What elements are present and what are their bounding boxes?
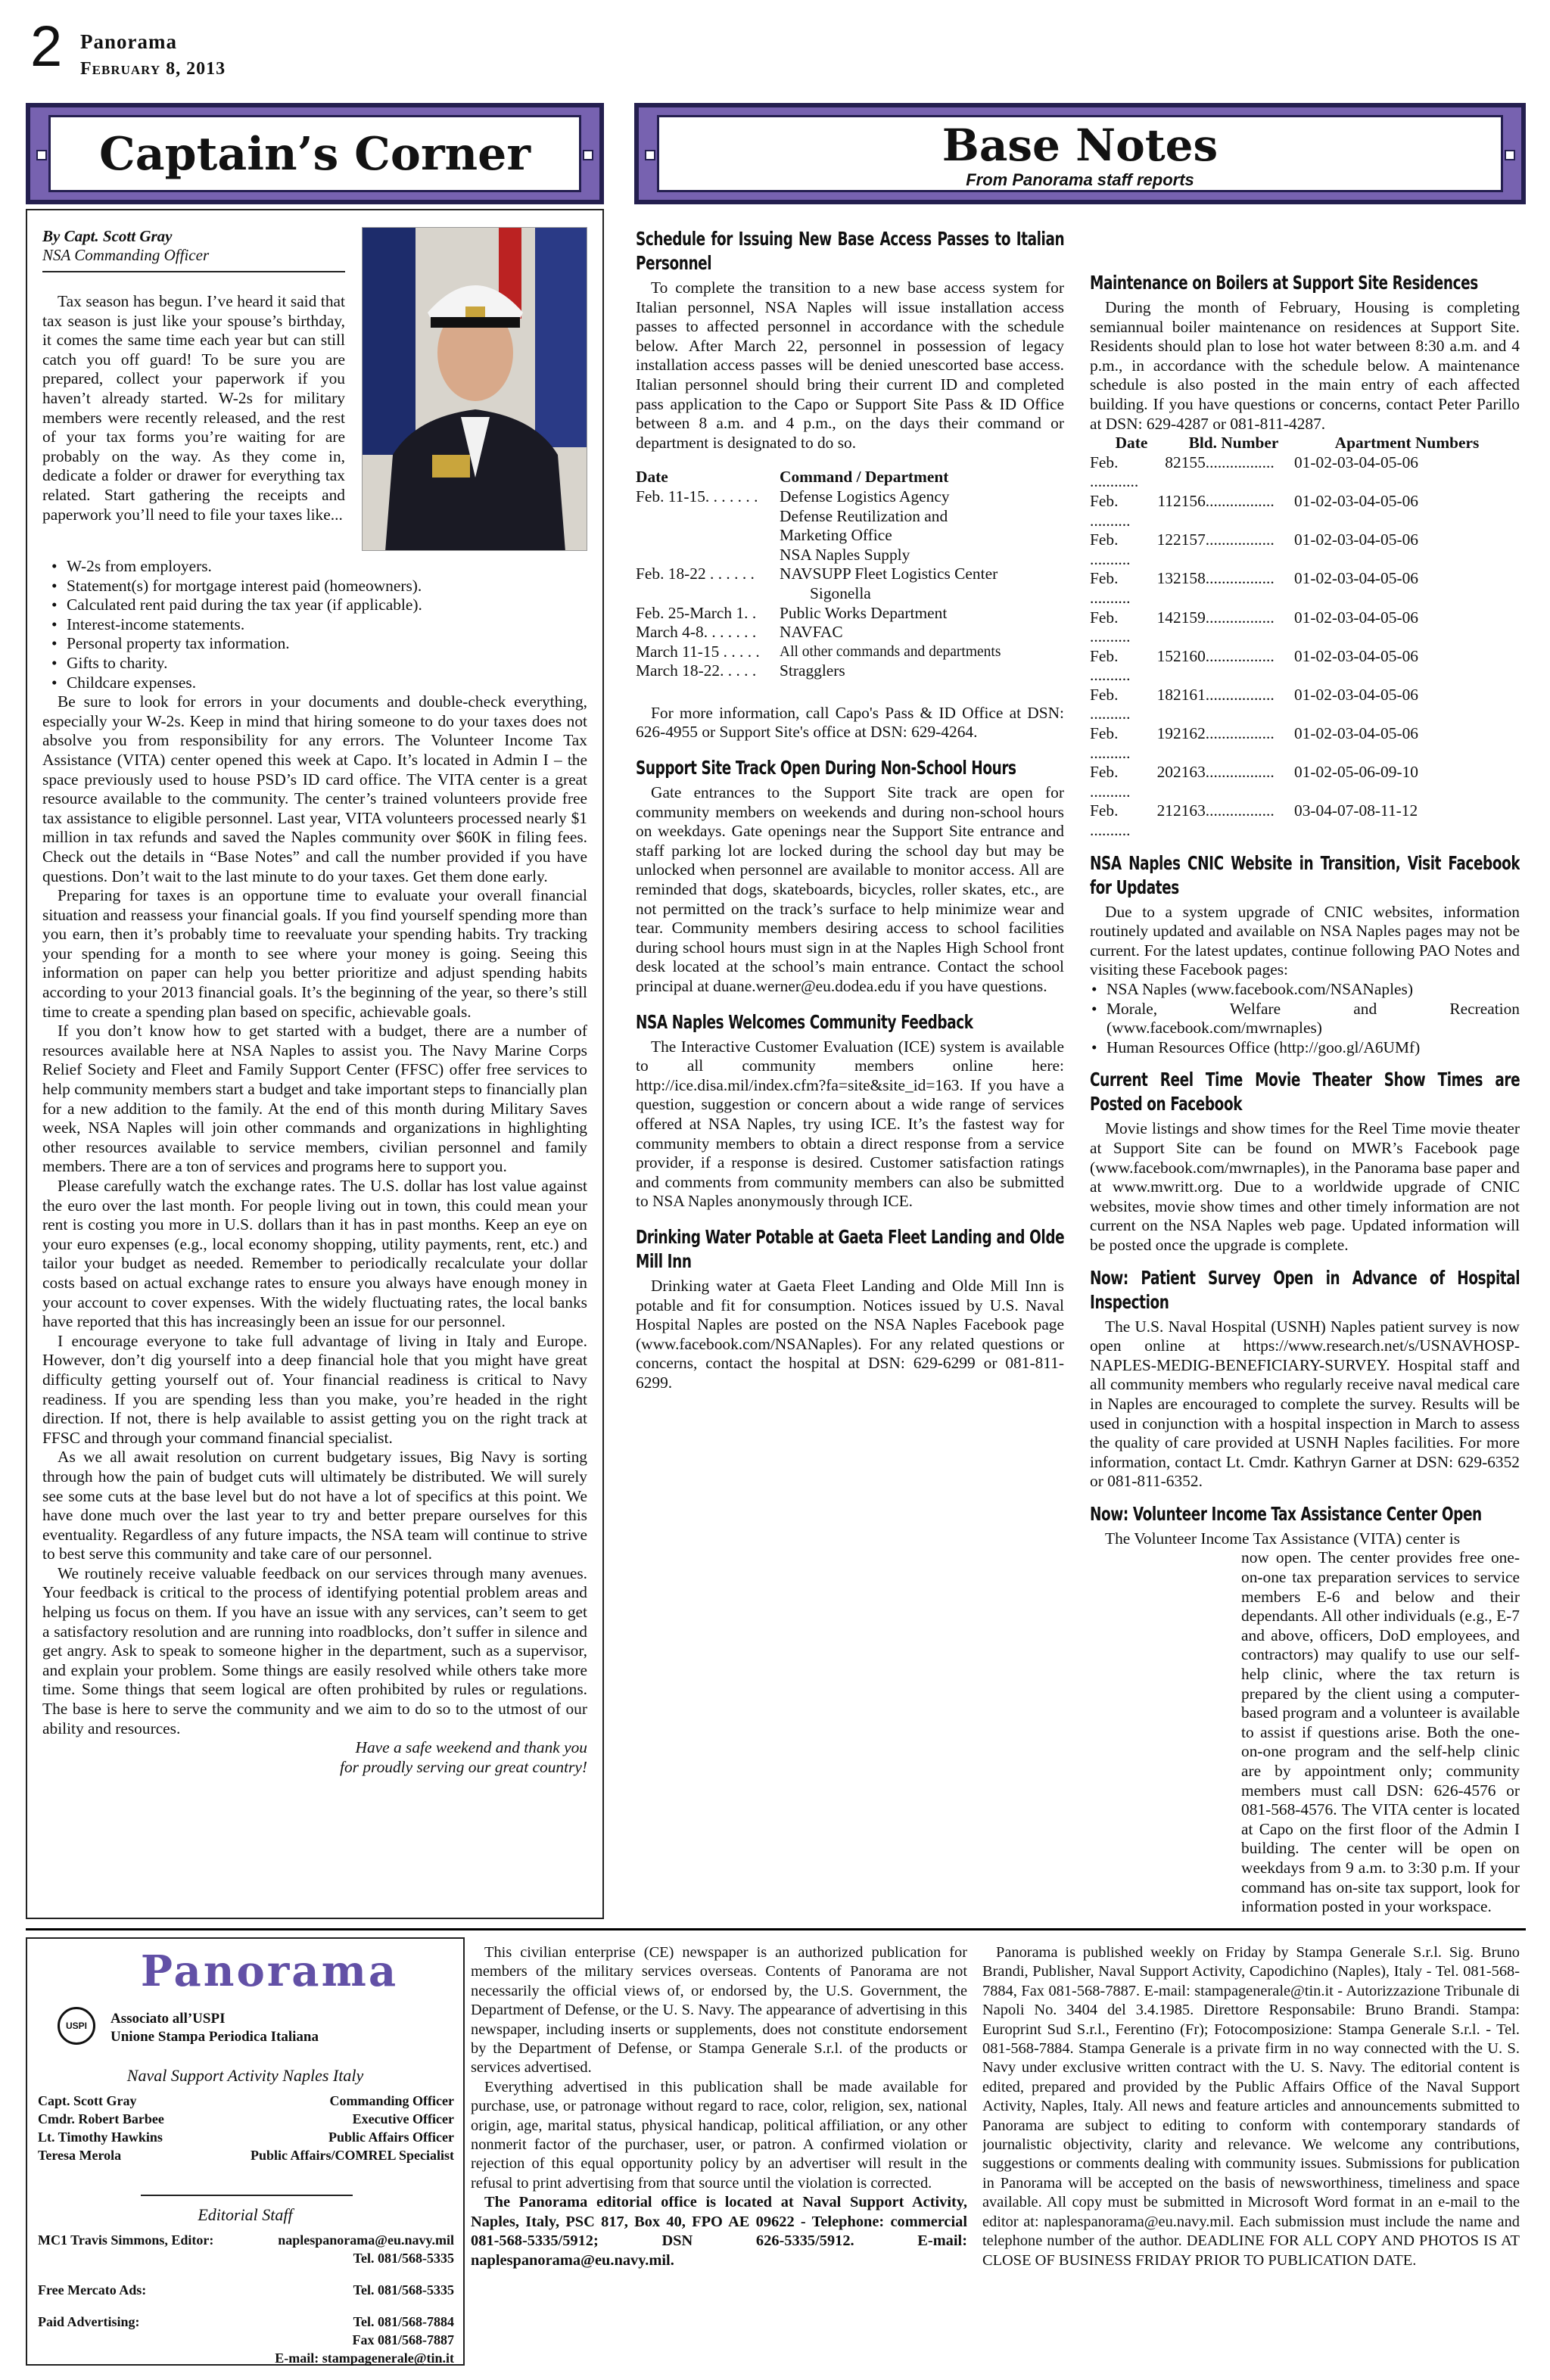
- list-item: • Human Resources Office (http://goo.gl/A6UMf): [1106, 1038, 1520, 1058]
- masthead-title: Panorama: [140, 1946, 399, 1996]
- table-row: Feb. 25-March 1. . Public Works Department: [636, 603, 948, 622]
- issue-date: February 8, 2013: [80, 59, 226, 79]
- headline-movies: Current Reel Time Movie Theater Show Times are Posted on Facebook: [1090, 1069, 1520, 1115]
- headline-cnic: NSA Naples CNIC Website in Transition, Visit Facebook for Updates: [1090, 851, 1520, 898]
- author-name: By Capt. Scott Gray: [42, 227, 173, 245]
- captains-corner-article: [42, 227, 587, 1907]
- table-row: Feb. 21 .......... 2163................. 03-04-07-08-11-12: [1090, 801, 1418, 840]
- paragraph: Movie listings and show times for the Reel Time movie theater at Support Site can be found on MWR’s Facebook page (www.facebook.com/mwrnaples), in the Panorama base paper and at www.mwritt.org. Due to a worldwide upgrade of CNIC websites, movie show times and other timely information are not current on the NSA Naples web page. Updated information will be posted once the upgrade is complete.: [1090, 1119, 1520, 1254]
- tax-document-list: [42, 557, 587, 692]
- water-continued-spacer: [1090, 227, 1520, 266]
- article-body: [42, 557, 587, 1777]
- paragraph: As we all await resolution on current budgetary issues, Big Navy is sorting through how the pain of budget cuts will ultimately be distributed. We will surely see some cuts at the base level but do not have a lot of specifics at this point. We have done much over the last year to try and better prepare ourselves for this eventuality. Regardless of any future impacts, the NSA team will continue to strive to best serve this community and take care of our personnel.: [42, 1448, 587, 1563]
- banner-rivet-icon: [645, 150, 655, 160]
- editorial-staff-heading: Editorial Staff: [198, 2205, 293, 2224]
- paragraph: Be sure to look for errors in your documents and double-check everything, especially your W-2s. Keep in mind that hiring someone to do your taxes does not absolve you from responsibility for any errors. The Volunteer Income Tax Assistance (VITA) center opened this week at Capo. It’s located in Admin I – the space previously used to house PSD’s ID card office. The VITA center is a great resource available to the community. The center’s trained volunteers provide free tax assistance to eligible personnel. Last year, VITA volunteers processed nearly $1 million in tax refunds and saved the Naples community over $60K in filing fees. Check out the details in “Base Notes” and call the number provided if you have questions. Don’t wait to the last minute to do your taxes. Get them done early.: [42, 692, 587, 885]
- author-title: NSA Commanding Officer: [42, 246, 210, 264]
- headline-access-passes: Schedule for Issuing New Base Access Passes to Italian Personnel: [636, 228, 1064, 274]
- table-row: Feb. 11 .......... 2156................. 01-02-03-04-05-06: [1090, 491, 1418, 530]
- byline-rule: [42, 271, 345, 272]
- table-row: March 18-22. . . . . Stragglers: [636, 661, 845, 680]
- list-item: • NSA Naples (www.facebook.com/NSANaples): [1106, 980, 1520, 1000]
- paragraph: Gate entrances to the Support Site track are open for community members on weekends and during non-school hours on weekdays. Gate openings near the Support Site entrance and staff parking lot are locked during the school day but may be unlocked when personnel are available to monitor access. All are reminded that dogs, skateboards, bicycles, roller skates, etc., are not permitted on the track’s surface to help minimize wear and tear. Community members desiring access to school facilities during school hours must sign in at the Naples High School front desk located at the school’s main entrance. Contact the school principal at duane.werner@eu.dodea.edu if you have questions.: [636, 783, 1064, 995]
- paragraph: Everything advertised in this publication shall be made available for purchase, use, or patronage without regard to race, color, religion, sex, national origin, age, marital status, physical handicap, political affiliation, or any other nonmerit factor of the purchaser, user, or patron. A confirmed violation or rejection of this equal opportunity policy by an advertiser will result in the refusal to print advertising from that source until the violation is corrected.: [471, 2078, 967, 2192]
- paragraph: Please carefully watch the exchange rates. The U.S. dollar has lost value against the euro over the last month. For people living out in town, this could mean your rent is costing you more in U.S. dollars than it has in past months. Keep an eye on your euro expenses (e.g., local economy shopping, utility payments, rent, etc.) and tailor your budget as needed. Remember to periodically recalculate your dollar costs based on actual exchange rates to ensure you always have enough money in your account to cover expenses. With the widely fluctuating rates, the local banks have reported that this has increasingly been an issue for our personnel.: [42, 1177, 587, 1331]
- paragraph: We routinely receive valuable feedback on our services through many avenues. Your feedback is critical to the process of identifying potential problem areas and helping us focus on them. If you have an issue with any services, can’t seem to get a satisfactory resolution and are running into roadblocks, don’t suffer in silence and get angry. Ask to speak to someone higher in the department, such as a supervisor, and explain your problem. Some things are easily resolved while others take more time. Some things that seem logical are often prohibited by rules or regulations. The base is here to serve the community and we aim to do so to the utmost of our ability and resources.: [42, 1563, 587, 1738]
- banner-rivet-icon: [583, 150, 593, 160]
- byline: [42, 227, 345, 272]
- page-number: 2: [30, 14, 63, 79]
- headline-track: Support Site Track Open During Non-School Hours: [636, 757, 1016, 779]
- sign-off: Have a safe weekend and thank you for proudly serving our great country!: [340, 1738, 587, 1776]
- paragraph: Due to a system upgrade of CNIC websites, information routinely updated and available on NSA Naples pages may not be current. For the latest updates, continue following PAO Notes and visiting these Facebook pages:: [1090, 902, 1520, 979]
- article-intro: Tax season has begun. I’ve heard it said that tax season is just like your spouse’s birthday, it comes the same time each year but can still catch you off guard! To be sure you are prepared, collect your paperwork if you haven’t already started. W-2s for military members were recently released, and the rest of your tax forms you’re waiting for are probably on the way. As they come in, dedicate a folder or drawer for everything tax related. Start gathering the receipts and paperwork you’ll need to file your taxes like...: [42, 292, 345, 524]
- list-item: • Gifts to charity.: [67, 654, 587, 674]
- list-item: • Statement(s) for mortgage interest paid (homeowners).: [67, 577, 587, 596]
- base-notes-banner: [634, 103, 1526, 204]
- captains-corner-banner: [26, 103, 604, 204]
- paragraph: Panorama is published weekly on Friday by Stampa Generale S.r.l. Sig. Bruno Brandi, Publisher, Naval Support Activity, Capodichino (Naples), Italy - Tel. 081-568-7884, Fax 081-568-7887. E-mail: stampagenerale@tin.it - Autorizzazione Tribunale di Napoli No. 3404 del 3.4.1985. Direttore Responsabile: Bruno Brandi. Stampa: Europrint Sud S.r.l., Ferentino (Fr); Fotocomposizione: Stampa Generale S.r.l. - Tel. 081-568-7884. Stampa Generale is a private firm in no way connected with the U. S. Navy under exclusive written contract with the U. S. Navy. The editorial content is edited, prepared and provided by the Public Affairs Office of the Naval Support Activity, Naples, Italy. All news and feature articles and announcements submitted to Panorama are subject to editing to conform with contemporary standards of journalistic objectivity, clarity and relevance. We welcome any contributions, suggestions or comments dealing with community issues. Submissions for publication in Panorama will be accepted on the basis of newsworthiness, timeliness and space available. All copy must be submitted in Microsoft Word format in an e-mail to the editor at: naplespanorama@eu.navy.mil. Each submission must include the name and telephone number of the author. DEADLINE FOR ALL COPY AND PHOTOS IS AT CLOSE OF BUSINESS FRIDAY PRIOR TO PUBLICATION DATE.: [982, 1944, 1520, 2269]
- association: Associato all’USPI Unione Stampa Periodica Italiana: [110, 2011, 319, 2045]
- uspi-logo-icon: USPI: [58, 2007, 95, 2045]
- facebook-pages-list: [1090, 980, 1520, 1057]
- list-item: Lt. Timothy Hawkins Public Affairs Officer: [38, 2130, 454, 2145]
- footer-publisher-info: [982, 1943, 1520, 2372]
- editorial-staff: MC1 Travis Simmons, Editor: naplespanorama@eu.navy.mil Tel. 081/568-5335 Free Mercato Ads: Tel. 081/568-5335 Paid Advertising: Tel. 081/568-7884 Fax 081/568-7887 E-mail: stampagenerale@tin.it: [38, 2232, 454, 2366]
- table-row: Feb. 13 .......... 2158................. 01-02-03-04-05-06: [1090, 569, 1418, 607]
- list-item: • Personal property tax information.: [67, 634, 587, 654]
- organization-name: Naval Support Activity Naples Italy: [126, 2066, 364, 2085]
- table-row: Feb. 18 .......... 2161................. 01-02-03-04-05-06: [1090, 685, 1418, 723]
- headline-feedback: NSA Naples Welcomes Community Feedback: [636, 1010, 973, 1033]
- banner-inner: [657, 115, 1503, 192]
- list-item: • W-2s from employers.: [67, 557, 587, 577]
- table-row: Feb. 11-15. . . . . . . Defense Logistics Agency Defense Reutilization and Marketing Office NSA Naples Supply: [636, 487, 950, 564]
- paragraph: The Panorama editorial office is located at Naval Support Activity, Naples, Italy, PSC 817, Box 40, FPO AE 09622 - Telephone: commercial 081-568-5335/5912; DSN 626-5335/5912. E-mail: naplespanorama@eu.navy.mil.: [471, 2194, 967, 2269]
- paragraph: Preparing for taxes is an opportune time to evaluate your overall financial situation and reassess your financial goals. If you find yourself spending more than you earn, then it’s probably time to reevaluate your spending habits. Try tracking your spending for a month to see where your money is going. Seeing this information on paper can help you better prioritize and adjust spending habits according to your 2013 financial goals. It’s the beginning of the year, so there’s still time to create a spending plan based on specific, achievable goals.: [42, 886, 587, 1021]
- boiler-schedule-table: Date Bld. Number Apartment Numbers Feb. 8 ............ 2155................. 01-02-03-04-05-06 Feb. 11 .......... 2156................. 01-02-03-04-05-06 Feb. 12 .......... 2157................. 01-02-03-04-05-06 Feb. 13 .......... 2158................. 01-02-03-04-05-06 Feb. 14 .......... 2159................. 01-02-03-04-05-06 Feb. 15 .......... 2160................. 01-02-03-04-05-06 Feb. 18 .......... 2161................. 01-02-03-04-05-06 Feb. 19 .......... 2162................. 01-02-03-04-05-06 Feb. 20 .......... 2163................. 01-02-05-06-09-10 Feb. 21 .......... 2163................. 03-04-07-08-11-12: [1090, 434, 1520, 840]
- banner-rivet-icon: [36, 150, 47, 160]
- list-item: Teresa Merola Public Affairs/COMREL Specialist: [38, 2148, 454, 2163]
- officer-list: [38, 2092, 454, 2164]
- paragraph: The Interactive Customer Evaluation (ICE) system is available to all community members online here: http://ice.disa.mil/index.cfm?fa=site&site_id=163. If you have a question, suggestion or concern about a wide range of services offered at NSA Naples, try using ICE. It’s the fastest way for community members to obtain a direct response from a service provider, if a response is desired. Customer satisfaction ratings and comments from community members can also be submitted to NSA Naples anonymously through ICE.: [636, 1037, 1064, 1211]
- headline-water: Drinking Water Potable at Gaeta Fleet Landing and Olde Mill Inn: [636, 1225, 1064, 1272]
- list-item: • Childcare expenses.: [67, 674, 587, 693]
- banner-rivet-icon: [1505, 150, 1515, 160]
- headline-survey: Now: Patient Survey Open in Advance of Hospital Inspection: [1090, 1266, 1520, 1313]
- banner-inner: [48, 115, 581, 192]
- masthead-box: [26, 1937, 465, 2366]
- paragraph: The Volunteer Income Tax Assistance (VITA) center is: [1105, 1529, 1461, 1548]
- table-row: March 4-8. . . . . . . NAVFAC: [636, 623, 843, 642]
- paragraph: If you don’t know how to get started with a budget, there are a number of resources available here at NSA Naples to assist you. The Navy Marine Corps Relief Society and Fleet and Family Support Center (FFSC) offer free services to help community members start a budget and take important steps to financially plan for a new addition to the family. At the end of this month during Military Saves week, NSA Naples will join other commands and organizations in highlighting other resources available to service members, civilian personnel and family members. There are a ton of services and programs here to support you.: [42, 1022, 587, 1176]
- footer-disclaimer: [471, 1943, 967, 2372]
- paragraph: During the month of February, Housing is completing semiannual boiler maintenance on residences at Support Site. Residents should plan to lose hot water between 8:30 a.m. and 4 p.m., in accordance with the schedule below. A maintenance schedule is also posted in the main entry of each affected building. If you have questions or concerns, contact Peter Parillo at DSN: 629-4287 or 081-811-4287.: [1090, 298, 1520, 433]
- captain-photo: [362, 227, 587, 551]
- paragraph: Drinking water at Gaeta Fleet Landing and Olde Mill Inn is potable and fit for consumption. Notices issued by U.S. Naval Hospital Naples are posted on the NSA Naples Facebook page (www.facebook.com/NSANaples). For any related questions or concerns, contact the hospital at DSN: 629-6299 or 081-811-6299.: [636, 1276, 1064, 1392]
- table-row: Feb. 8 ............ 2155................. 01-02-03-04-05-06: [1090, 453, 1418, 491]
- paragraph: To complete the transition to a new base access system for Italian personnel, NSA Naples will issue installation access passes to affected personnel in accordance with the schedule below. After March 22, personnel in possession of legacy installation access passes will be denied unescorted base access. Italian personnel should bring their current ID and completed pass application to the Capo or Support Site Pass & ID Office between 8 a.m. and 4 p.m., on the days their command or department is designated to do so.: [636, 278, 1064, 452]
- footer-rule: [26, 1928, 1526, 1930]
- headline-boilers: Maintenance on Boilers at Support Site Residences: [1090, 272, 1478, 294]
- section-title: Captain’s Corner: [99, 128, 531, 181]
- table-row: Feb. 15 .......... 2160................. 01-02-03-04-05-06: [1090, 646, 1418, 685]
- paragraph: For more information, call Capo's Pass & ID Office at DSN: 626-4955 or Support Site's office at DSN: 629-4264.: [636, 703, 1064, 742]
- headline-vita: Now: Volunteer Income Tax Assistance Center Open: [1090, 1502, 1482, 1525]
- list-item: • Calculated rent paid during the tax year (if applicable).: [67, 596, 587, 615]
- base-notes-column-2: [1090, 227, 1520, 1922]
- table-row: March 11-15 . . . . . All other commands and departments: [636, 642, 1001, 661]
- vita-body: now open. The center provides free one-on-one tax preparation services to service members E-6 and below and their dependants. All other individuals (e.g., E-7 and above, officers, DoD employees, and contractors) may qualify to use our self-help clinic, where the tax return is prepared by the client using a computer-based program and a volunteer is available to assist if questions arise. Both the one-on-one program and the self-help clinic are by appointment only; community members must call DSN: 626-4576 or 081-568-4576. The VITA center is located at Capo on the first floor of the Admin I building. The center will be open on weekdays from 9 a.m. to 3:30 p.m. If your command has on-site tax support, look for information posted in your workspace.: [1241, 1548, 1520, 1916]
- page-folio: [30, 11, 484, 79]
- table-row: Feb. 12 .......... 2157................. 01-02-03-04-05-06: [1090, 530, 1418, 568]
- table-row: Feb. 19 .......... 2162................. 01-02-03-04-05-06: [1090, 724, 1418, 762]
- paragraph: I encourage everyone to take full advantage of living in Italy and Europe. However, don’t dig yourself into a deep financial hole that you might have great difficulty getting yourself out of. Your financial readiness is critical to Navy readiness. If you are spending less than you make, you’re headed in the right direction. If not, there is help available to assist getting you on the right track at FFSC and through your command financial specialist.: [42, 1331, 587, 1447]
- paragraph: This civilian enterprise (CE) newspaper is an authorized publication for members of the military services overseas. Contents of Panorama are not necessarily the official views of, or endorsed by, the U.S. Government, the Department of Defense, or the U. S. Navy. The appearance of advertising in this newspaper, including inserts or supplements, does not constitute endorsement by the Department of Defense, or Stampa Generale S.r.l. of the products or services advertised.: [471, 1944, 967, 2077]
- paragraph: The U.S. Naval Hospital (USNH) Naples patient survey is now open online at https://www.research.net/s/USNAVHOSP-NAPLES-MEDIG-BENEFICIARY-SURVEY. Hospital staff and all community members who regularly receive naval medical care in Naples are encouraged to complete the survey. Results will be used in conjunction with a hospital inspection in March to assess the quality of care provided at USNH Naples facilities. For more information, contact Lt. Cmdr. Kathryn Garner at DSN: 629-6352 or 081-811-6352.: [1090, 1317, 1520, 1491]
- section-title: Base Notes: [942, 120, 1219, 171]
- publication-name: Panorama: [80, 30, 177, 53]
- section-subtitle: From Panorama staff reports: [966, 170, 1194, 189]
- list-item: Capt. Scott Gray Commanding Officer: [38, 2093, 454, 2108]
- portrait-image-icon: [363, 228, 587, 551]
- access-schedule-table: Date Command / Department Feb. 11-15. . . . . . . Defense Logistics Agency Defense Reutilization and Marketing Office NSA Naples Supply Feb. 18-22 . . . . . . NAVSUPP Fleet Logistics Center Sigonella Feb. 25-March 1. . Public Works Department March 4-8. . . . . . . NAVFAC March 11-15 . . . . . All other commands and departments March 18-22. . . . . Stragglers: [636, 468, 1064, 681]
- table-row: Feb. 18-22 . . . . . . NAVSUPP Fleet Logistics Center Sigonella: [636, 565, 998, 602]
- list-item: • Morale, Welfare and Recreation (www.facebook.com/mwrnaples): [1106, 1000, 1520, 1038]
- list-item: • Interest-income statements.: [67, 615, 587, 635]
- table-row: Feb. 20 .......... 2163................. 01-02-05-06-09-10: [1090, 763, 1418, 801]
- base-notes-column-1: [636, 227, 1064, 1915]
- divider: [141, 2195, 353, 2196]
- list-item: Cmdr. Robert Barbee Executive Officer: [38, 2111, 454, 2126]
- table-row: Feb. 14 .......... 2159................. 01-02-03-04-05-06: [1090, 608, 1418, 646]
